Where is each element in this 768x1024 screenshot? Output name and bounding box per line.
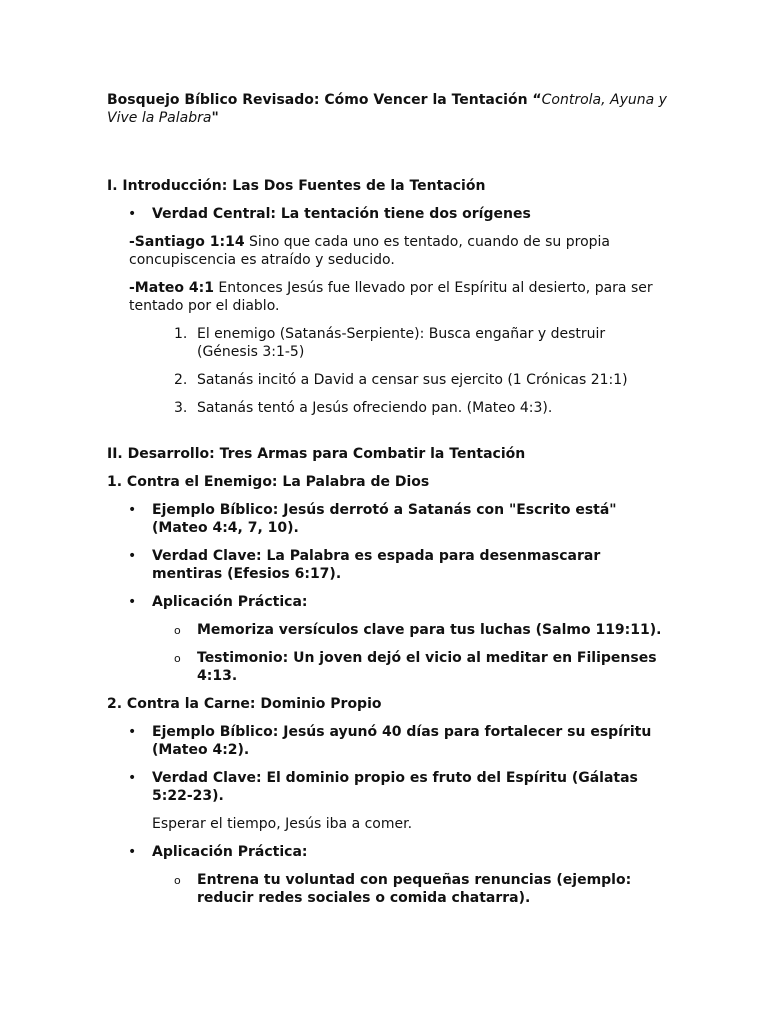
part-1-heading: 1. Contra el Enemigo: La Palabra de Dios	[107, 474, 430, 490]
item-number: 1.	[174, 326, 188, 342]
circle-bullet-icon: o	[174, 874, 181, 887]
bullet-text: Aplicación Práctica:	[152, 594, 308, 610]
verse-ref: -Santiago 1:14	[129, 234, 245, 250]
part-2-subitem	[107, 871, 667, 907]
part-1-bullet	[107, 547, 667, 583]
bullet-icon: •	[128, 548, 137, 564]
item-number: 2.	[174, 372, 188, 388]
verse-ref: -Mateo 4:1	[129, 280, 214, 296]
part-1-subitem	[107, 649, 667, 685]
document-body	[107, 91, 667, 907]
verse-mateo	[107, 279, 667, 315]
item-text: Satanás tentó a Jesús ofreciendo pan. (Mateo 4:3).	[197, 400, 553, 416]
bullet-icon: •	[128, 594, 137, 610]
document-title	[107, 91, 667, 127]
part-1-bullet	[107, 593, 667, 611]
bullet-text: Aplicación Práctica:	[152, 844, 308, 860]
part-1-subitem	[107, 621, 667, 639]
subitem-text: Memoriza versículos clave para tus luchas (Salmo 119:11).	[197, 622, 662, 638]
title-italic: Controla, Ayuna y Vive la Palabra	[107, 92, 667, 126]
verse-text: Sino que cada uno es tentado, cuando de su propia concupiscencia es atraído y seducido.	[129, 234, 610, 268]
verse-santiago	[107, 233, 667, 269]
numbered-item	[107, 399, 667, 417]
title-bold: Bosquejo Bíblico Revisado: Cómo Vencer la Tentación “	[107, 92, 542, 108]
title-end-quote: "	[211, 110, 219, 126]
section-1-heading: I. Introducción: Las Dos Fuentes de la Tentación	[107, 178, 486, 194]
bullet-icon: •	[128, 770, 137, 786]
bullet-text: Verdad Clave: La Palabra es espada para desenmascarar mentiras (Efesios 6:17).	[152, 548, 601, 582]
bullet-icon: •	[128, 844, 137, 860]
circle-bullet-icon: o	[174, 652, 181, 665]
part-2-bullet	[107, 723, 667, 759]
section-1-bullet	[107, 205, 667, 223]
bullet-icon: •	[128, 724, 137, 740]
item-text: Satanás incitó a David a censar sus ejercito (1 Crónicas 21:1)	[197, 372, 628, 388]
section-2-heading: II. Desarrollo: Tres Armas para Combatir la Tentación	[107, 446, 526, 462]
bullet-icon: •	[128, 206, 137, 222]
bullet-text: Ejemplo Bíblico: Jesús ayunó 40 días para fortalecer su espíritu (Mateo 4:2).	[152, 724, 652, 758]
numbered-item	[107, 325, 667, 361]
part-2-bullet	[107, 769, 667, 805]
numbered-item	[107, 371, 667, 389]
part-1-bullet	[107, 501, 667, 537]
part-2-heading: 2. Contra la Carne: Dominio Propio	[107, 696, 382, 712]
circle-bullet-icon: o	[174, 624, 181, 637]
part-2-bullet	[107, 843, 667, 861]
item-number: 3.	[174, 400, 188, 416]
verse-text: Entonces Jesús fue llevado por el Espíritu al desierto, para ser tentado por el diablo.	[129, 280, 653, 314]
bullet-text: Verdad Central: La tentación tiene dos orígenes	[152, 206, 531, 222]
bullet-icon: •	[128, 502, 137, 518]
subitem-text: Entrena tu voluntad con pequeñas renuncias (ejemplo: reducir redes sociales o comida chatarra).	[197, 872, 632, 906]
bullet-text: Verdad Clave: El dominio propio es fruto del Espíritu (Gálatas 5:22-23).	[152, 770, 638, 804]
subitem-text: Testimonio: Un joven dejó el vicio al meditar en Filipenses 4:13.	[197, 650, 657, 684]
item-text: El enemigo (Satanás-Serpiente): Busca engañar y destruir (Génesis 3:1-5)	[197, 326, 606, 360]
bullet-text: Ejemplo Bíblico: Jesús derrotó a Satanás con "Escrito está" (Mateo 4:4, 7, 10).	[152, 502, 617, 536]
part-2-note: Esperar el tiempo, Jesús iba a comer.	[152, 816, 413, 832]
